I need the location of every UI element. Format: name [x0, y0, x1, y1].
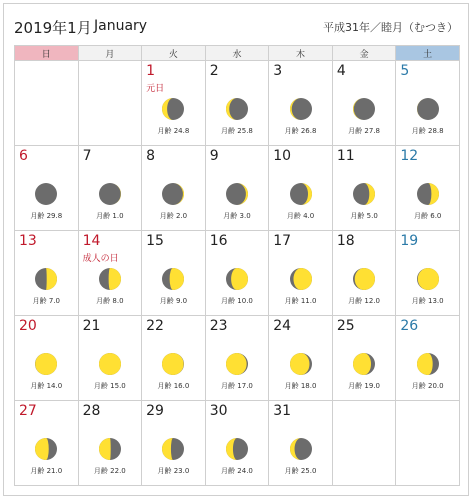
moon-age-prefix: 月齢: [30, 382, 45, 390]
moon-age-prefix: 月齢: [221, 127, 236, 135]
moon-phase-icon: [225, 352, 249, 376]
day-number: 3: [273, 63, 283, 79]
day-number: 7: [82, 148, 92, 164]
moon-phase-icon: [98, 182, 122, 206]
moon-age-prefix: 月齢: [350, 212, 365, 220]
moon-phase-icon: [225, 267, 249, 291]
moon-phase-icon: [416, 97, 440, 121]
day-number: 27: [19, 403, 37, 419]
day-cell[interactable]: [205, 316, 269, 401]
moon-lit-portion: [417, 268, 438, 290]
day-number: 26: [400, 318, 419, 334]
weekday-wednesday: 水: [205, 46, 269, 61]
calendar-grid: [14, 45, 460, 486]
day-number: 25: [336, 318, 355, 334]
day-number: 12: [400, 148, 419, 164]
holiday-label: 元日: [146, 84, 165, 94]
day-cell[interactable]: [15, 316, 79, 401]
moon-age-prefix: 月齢: [30, 212, 45, 220]
week-row: [15, 401, 460, 486]
moon-lit-portion: [99, 353, 121, 375]
moon-lit-portion: [46, 268, 57, 290]
day-cell[interactable]: [78, 146, 142, 231]
weekday-friday: 金: [332, 46, 396, 61]
moon-lit-portion: [35, 438, 49, 460]
moon-age-prefix: 月齢: [414, 212, 428, 220]
week-row: [15, 61, 460, 146]
moon-phase-icon: [289, 97, 313, 121]
day-number: 28: [82, 403, 101, 419]
moon-age-value: 16.0: [173, 382, 190, 390]
moon-age-prefix: 月齢: [159, 212, 174, 220]
moon-age-value: 25.0: [300, 467, 317, 475]
moon-age-prefix: 月齢: [286, 212, 301, 220]
moon-phase-icon: [289, 267, 313, 291]
week-row: [15, 146, 460, 231]
moon-age-prefix: 月齢: [221, 467, 236, 475]
moon-phase-icon: [416, 267, 440, 291]
day-cell[interactable]: [269, 231, 333, 316]
moon-age-value: 2.0: [175, 212, 188, 220]
moon-age-text: [142, 211, 205, 221]
moon-age-value: 11.0: [300, 297, 317, 305]
moon-lit-portion: [108, 268, 120, 290]
moon-age-prefix: 月齢: [411, 127, 426, 135]
day-number: 18: [336, 233, 355, 249]
weekday-saturday: 土: [396, 46, 460, 61]
day-cell[interactable]: [205, 231, 269, 316]
day-number: 21: [82, 318, 101, 334]
moon-age-text: [396, 211, 459, 221]
day-number: 2: [209, 63, 219, 79]
day-number: 20: [19, 318, 37, 334]
moon-age-value: 28.8: [428, 127, 444, 135]
moon-lit-portion: [355, 268, 375, 290]
day-number: 16: [209, 233, 228, 249]
moon-age-value: 4.0: [303, 212, 315, 220]
day-cell[interactable]: [15, 146, 79, 231]
moon-age-text: [269, 381, 332, 391]
moon-age-value: 5.0: [366, 212, 378, 220]
moon-phase-icon: [352, 267, 376, 291]
moon-phase-icon: [34, 267, 58, 291]
day-cell[interactable]: [332, 61, 396, 146]
moon-age-text: [396, 126, 459, 136]
moon-lit-portion: [417, 353, 433, 375]
day-cell[interactable]: [396, 146, 460, 231]
day-number: 5: [400, 63, 410, 79]
day-cell[interactable]: [142, 401, 206, 486]
moon-age-value: 25.8: [237, 127, 253, 135]
empty-day-cell: [332, 401, 396, 486]
day-cell[interactable]: [205, 401, 269, 486]
moon-age-value: 29.8: [46, 212, 63, 220]
moon-phase-icon: [34, 437, 58, 461]
moon-age-value: 24.8: [173, 127, 190, 135]
moon-age-text: [206, 126, 269, 136]
moon-age-value: 3.0: [239, 212, 251, 220]
moon-lit-portion: [353, 353, 371, 375]
moon-age-prefix: 月齢: [96, 297, 111, 305]
holiday-label: 成人の日: [82, 254, 119, 264]
weekday-thursday: 木: [269, 46, 333, 61]
moon-age-prefix: 月齢: [157, 382, 172, 390]
moon-age-text: [79, 296, 142, 306]
day-cell[interactable]: [396, 316, 460, 401]
moon-age-value: 12.0: [364, 297, 380, 305]
week-row: [15, 231, 460, 316]
moon-age-prefix: 月齢: [221, 297, 236, 305]
moon-phase-icon: [98, 437, 122, 461]
moon-age-value: 1.0: [112, 212, 124, 220]
moon-age-text: [15, 381, 78, 391]
day-cell[interactable]: [78, 231, 142, 316]
moon-age-prefix: 月齢: [96, 212, 111, 220]
moon-phase-icon: [352, 97, 376, 121]
moon-age-text: [206, 381, 269, 391]
day-cell[interactable]: [78, 316, 142, 401]
moon-lit-portion: [290, 353, 309, 375]
day-number: 6: [19, 148, 28, 164]
moon-age-prefix: 月齢: [348, 297, 363, 305]
moon-age-value: 17.0: [237, 382, 253, 390]
moon-age-text: [206, 296, 269, 306]
moon-age-prefix: 月齢: [411, 297, 426, 305]
moon-phase-icon: [161, 267, 185, 291]
moon-phase-icon: [416, 182, 440, 206]
moon-age-value: 24.0: [237, 467, 253, 475]
moon-age-value: 20.0: [428, 382, 444, 390]
day-number: 19: [400, 233, 419, 249]
moon-age-value: 27.8: [364, 127, 380, 135]
day-number: 23: [209, 318, 228, 334]
day-cell[interactable]: [269, 316, 333, 401]
day-number: 24: [273, 318, 292, 334]
moon-age-value: 13.0: [428, 297, 444, 305]
moon-lit-portion: [170, 268, 184, 290]
moon-lit-portion: [231, 268, 248, 290]
moon-phase-icon: [98, 267, 122, 291]
empty-day-cell: [396, 401, 460, 486]
day-number: 8: [146, 148, 156, 164]
moon-age-text: [269, 211, 332, 221]
calendar-header: [14, 17, 460, 41]
day-cell[interactable]: [142, 316, 206, 401]
day-cell[interactable]: [396, 231, 460, 316]
day-cell[interactable]: [15, 401, 79, 486]
moon-phase-icon: [289, 182, 313, 206]
day-number: 31: [273, 403, 292, 419]
moon-age-text: [79, 211, 142, 221]
month-title-english: January: [94, 18, 148, 34]
moon-age-text: [79, 381, 142, 391]
month-title: 2019年1月: [14, 19, 92, 37]
moon-age-value: 7.0: [48, 297, 60, 305]
moon-lit-portion: [293, 268, 312, 290]
weekday-monday: 月: [78, 46, 142, 61]
era-month-name: 平成31年／睦月（むつき）: [323, 21, 458, 34]
moon-age-value: 8.0: [112, 297, 124, 305]
day-number: 29: [146, 403, 164, 419]
moon-age-prefix: 月齢: [32, 297, 47, 305]
day-number: 15: [146, 233, 164, 249]
moon-phase-icon: [161, 182, 185, 206]
weekday-tuesday: 火: [142, 46, 206, 61]
moon-phase-icon: [34, 352, 58, 376]
day-number: 10: [273, 148, 292, 164]
day-cell[interactable]: [269, 61, 333, 146]
day-number: 11: [336, 148, 355, 164]
moon-age-prefix: 月齢: [284, 127, 299, 135]
moon-age-text: [15, 466, 78, 476]
day-cell[interactable]: [15, 231, 79, 316]
moon-age-prefix: 月齢: [223, 212, 238, 220]
empty-day-cell: [15, 61, 79, 146]
day-cell[interactable]: [142, 146, 206, 231]
moon-phase-icon: [225, 97, 249, 121]
moon-age-prefix: 月齢: [93, 467, 108, 475]
moon-age-text: [333, 126, 396, 136]
moon-phase-icon: [98, 352, 122, 376]
moon-lit-portion: [99, 438, 111, 460]
day-number: 17: [273, 233, 292, 249]
moon-age-text: [206, 211, 269, 221]
moon-age-text: [15, 211, 78, 221]
day-cell[interactable]: [332, 316, 396, 401]
moon-phase-icon: [352, 352, 376, 376]
moon-age-text: [206, 466, 269, 476]
day-cell[interactable]: [205, 61, 269, 146]
moon-age-value: 9.0: [175, 297, 188, 305]
day-cell[interactable]: [396, 61, 460, 146]
moon-age-text: [333, 381, 396, 391]
moon-age-text: [142, 296, 205, 306]
moon-phase-icon: [225, 437, 249, 461]
moon-age-text: [269, 296, 332, 306]
day-number: 14: [82, 233, 101, 249]
day-number: 4: [336, 63, 346, 79]
moon-age-prefix: 月齢: [348, 127, 363, 135]
moon-dark-disc: [35, 183, 57, 205]
moon-age-prefix: 月齢: [93, 382, 108, 390]
day-number: 30: [209, 403, 228, 419]
day-cell[interactable]: [269, 146, 333, 231]
moon-age-value: 21.0: [46, 467, 63, 475]
moon-age-value: 10.0: [237, 297, 253, 305]
weekday-sunday: 日: [15, 46, 79, 61]
moon-age-text: [142, 466, 205, 476]
moon-age-prefix: 月齢: [157, 127, 172, 135]
moon-age-prefix: 月齢: [284, 297, 299, 305]
day-number: 1: [146, 63, 156, 79]
day-number: 22: [146, 318, 164, 334]
moon-phase-icon: [161, 97, 185, 121]
day-cell[interactable]: [332, 146, 396, 231]
moon-phase-icon: [289, 437, 313, 461]
moon-age-text: [269, 126, 332, 136]
moon-lit-portion: [35, 353, 57, 375]
moon-age-prefix: 月齢: [411, 382, 426, 390]
day-cell[interactable]: [142, 231, 206, 316]
moon-lit-portion: [226, 353, 247, 375]
moon-age-value: 18.0: [300, 382, 317, 390]
weekday-header-row: [15, 46, 460, 61]
moon-age-prefix: 月齢: [157, 467, 172, 475]
moon-age-prefix: 月齢: [284, 382, 299, 390]
moon-age-text: [142, 381, 205, 391]
moon-age-text: [142, 126, 205, 136]
moon-age-text: [79, 466, 142, 476]
day-cell[interactable]: [205, 146, 269, 231]
moon-phase-icon: [34, 182, 58, 206]
empty-day-cell: [78, 61, 142, 146]
moon-age-text: [333, 296, 396, 306]
moon-phase-icon: [289, 352, 313, 376]
moon-age-value: 6.0: [430, 212, 442, 220]
moon-age-text: [396, 381, 459, 391]
day-number: 13: [19, 233, 37, 249]
day-cell[interactable]: [332, 231, 396, 316]
moon-age-text: [333, 211, 396, 221]
moon-age-value: 23.0: [173, 467, 190, 475]
moon-age-value: 26.8: [300, 127, 317, 135]
moon-age-text: [396, 296, 459, 306]
moon-age-value: 14.0: [46, 382, 63, 390]
moon-phase-icon: [225, 182, 249, 206]
day-number: 9: [209, 148, 219, 164]
moon-dark-disc: [417, 98, 439, 120]
moon-age-prefix: 月齢: [159, 297, 174, 305]
moon-age-text: [269, 466, 332, 476]
moon-age-value: 22.0: [110, 467, 126, 475]
moon-age-prefix: 月齢: [348, 382, 363, 390]
moon-age-prefix: 月齢: [221, 382, 236, 390]
day-cell[interactable]: [269, 401, 333, 486]
moon-age-value: 15.0: [110, 382, 126, 390]
moon-phase-icon: [352, 182, 376, 206]
moon-age-prefix: 月齢: [284, 467, 299, 475]
week-row: [15, 316, 460, 401]
moon-phase-icon: [161, 352, 185, 376]
moon-age-value: 19.0: [364, 382, 380, 390]
moon-phase-icon: [161, 437, 185, 461]
moon-phase-icon: [416, 352, 440, 376]
day-cell[interactable]: [78, 401, 142, 486]
moon-age-text: [15, 296, 78, 306]
day-cell[interactable]: [142, 61, 206, 146]
moon-age-prefix: 月齢: [30, 467, 45, 475]
moon-lit-portion: [162, 353, 184, 375]
